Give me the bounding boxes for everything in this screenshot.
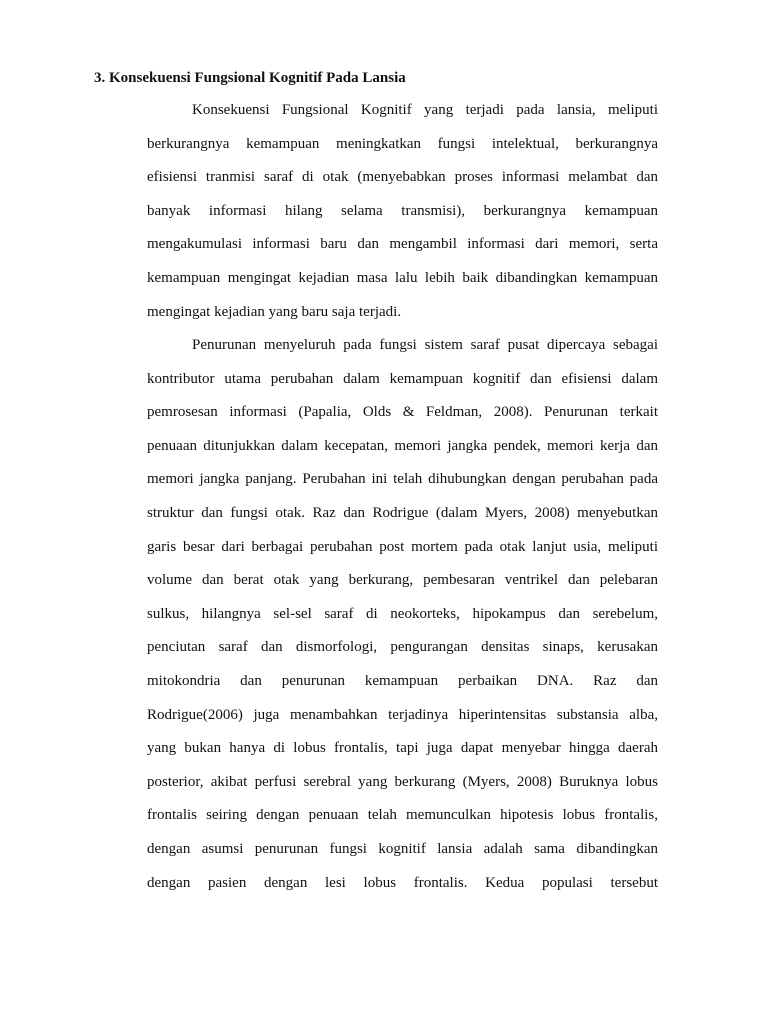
paragraph-line: pemrosesan informasi (Papalia, Olds & Feldman, 2008). Penurunan terkait bbox=[147, 404, 658, 421]
paragraph-line: penuaan ditunjukkan dalam kecepatan, memori jangka pendek, memori kerja dan bbox=[147, 437, 658, 454]
paragraph-line: Konsekuensi Fungsional Kognitif yang terjadi pada lansia, meliputi bbox=[192, 102, 658, 118]
section-heading: 3. Konsekuensi Fungsional Kognitif Pada Lansia bbox=[94, 70, 406, 86]
paragraph-line: mengakumulasi informasi baru dan mengambil informasi dari memori, serta bbox=[147, 236, 658, 253]
paragraph-line: dengan asumsi penurunan fungsi kognitif lansia adalah sama dibandingkan bbox=[147, 840, 658, 857]
paragraph-line: Penurunan menyeluruh pada fungsi sistem saraf pusat dipercaya sebagai bbox=[192, 337, 658, 353]
paragraph-line: volume dan berat otak yang berkurang, pembesaran ventrikel dan pelebaran bbox=[147, 572, 658, 589]
paragraph-line: frontalis seiring dengan penuaan telah memunculkan hipotesis lobus frontalis, bbox=[147, 807, 658, 824]
paragraph-line: kontributor utama perubahan dalam kemampuan kognitif dan efisiensi dalam bbox=[147, 370, 658, 387]
paragraph-line: efisiensi tranmisi saraf di otak (menyebabkan proses informasi melambat dan bbox=[147, 169, 658, 186]
paragraph-2 bbox=[147, 329, 658, 900]
paragraph-line: dengan pasien dengan lesi lobus frontalis. Kedua populasi tersebut bbox=[147, 874, 658, 891]
paragraph-line: posterior, akibat perfusi serebral yang berkurang (Myers, 2008) Buruknya lobus bbox=[147, 773, 658, 790]
paragraph-1 bbox=[147, 94, 658, 329]
paragraph-line: memori jangka panjang. Perubahan ini telah dihubungkan dengan perubahan pada bbox=[147, 471, 658, 488]
paragraph-line: struktur dan fungsi otak. Raz dan Rodrigue (dalam Myers, 2008) menyebutkan bbox=[147, 504, 658, 521]
paragraph-line: mitokondria dan penurunan kemampuan perbaikan DNA. Raz dan bbox=[147, 672, 658, 689]
paragraph-line: yang bukan hanya di lobus frontalis, tapi juga dapat menyebar hingga daerah bbox=[147, 740, 658, 757]
paragraph-line: kemampuan mengingat kejadian masa lalu lebih baik dibandingkan kemampuan bbox=[147, 269, 658, 286]
paragraph-line: banyak informasi hilang selama transmisi), berkurangnya kemampuan bbox=[147, 202, 658, 219]
paragraph-line: sulkus, hilangnya sel-sel saraf di neokorteks, hipokampus dan serebelum, bbox=[147, 605, 658, 622]
paragraph-line: berkurangnya kemampuan meningkatkan fungsi intelektual, berkurangnya bbox=[147, 135, 658, 152]
paragraph-line: Rodrigue(2006) juga menambahkan terjadinya hiperintensitas substansia alba, bbox=[147, 706, 658, 723]
paragraph-line: garis besar dari berbagai perubahan post mortem pada otak lanjut usia, meliputi bbox=[147, 538, 658, 555]
paragraph-line: mengingat kejadian yang baru saja terjadi. bbox=[147, 303, 402, 320]
paragraph-line: penciutan saraf dan dismorfologi, pengurangan densitas sinaps, kerusakan bbox=[147, 639, 658, 656]
